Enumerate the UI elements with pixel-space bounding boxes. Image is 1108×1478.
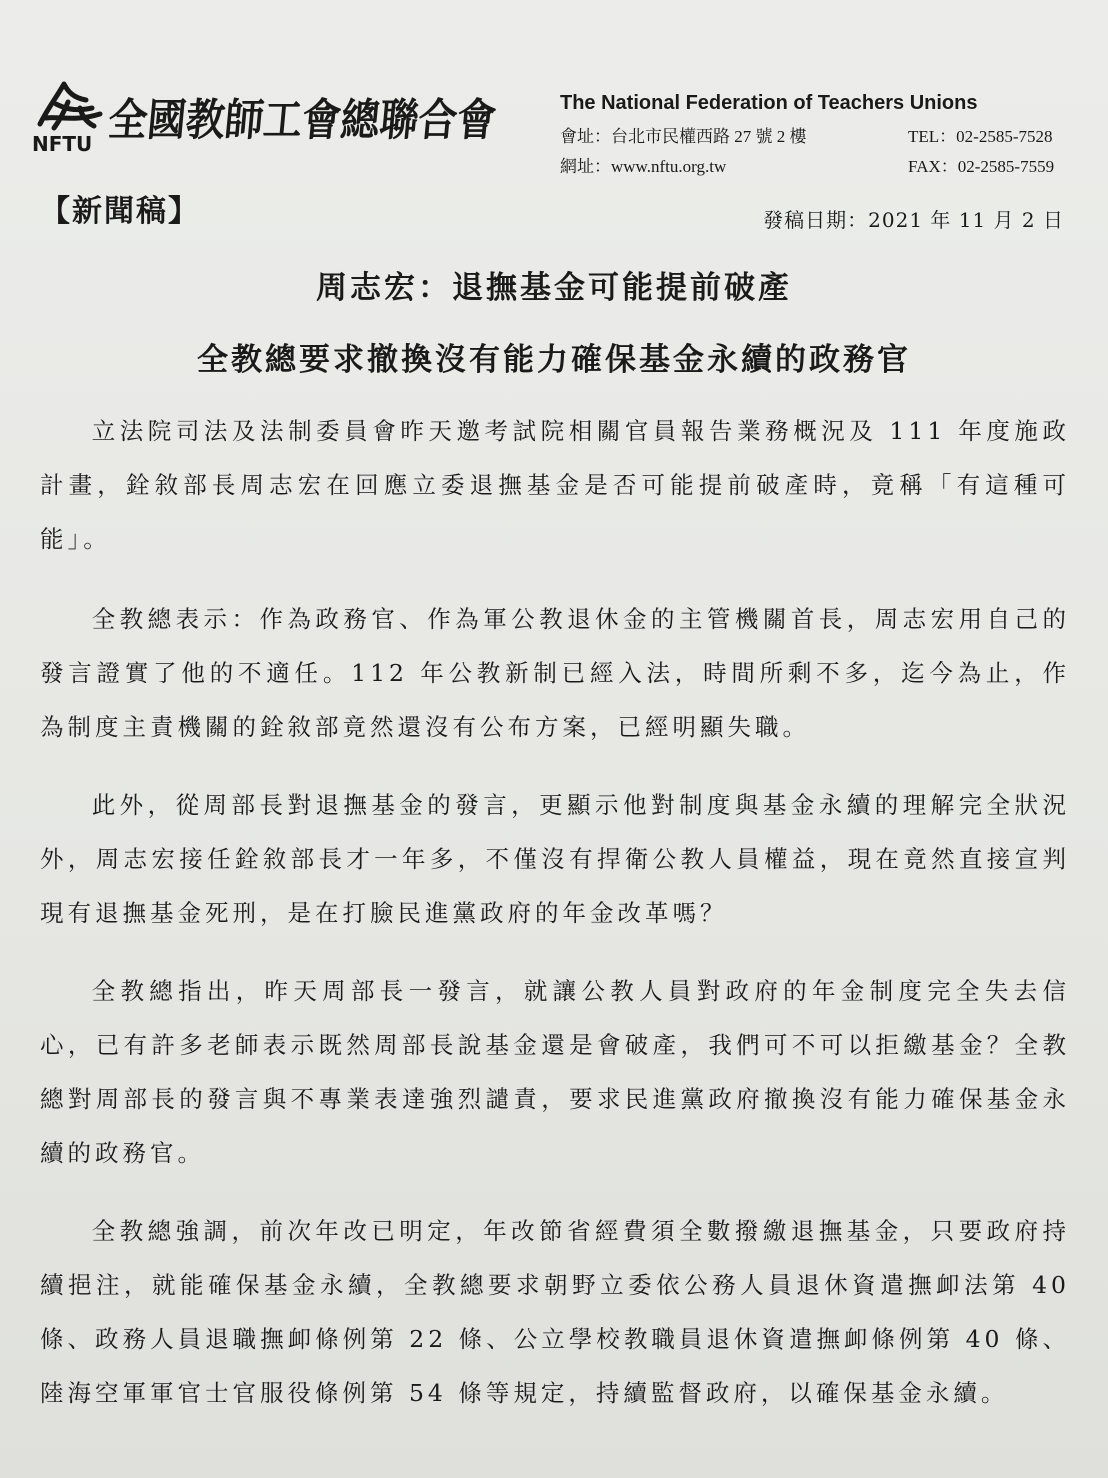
fax: FAX：02-2585-7559 <box>908 157 1055 176</box>
headline-subtitle: 全教總要求撤換沒有能力確保基金永續的政務官 <box>197 342 911 378</box>
telephone: TEL：02-2585-7528 <box>908 127 1053 146</box>
paragraph: 此外，從周部長對退撫基金的發言，更顯示他對制度與基金永續的理解完全狀況外，周志宏接任銓敘部長才一年多，不僅沒有捍衛公教人員權益，現在竟然直接宣判現有退撫基金死刑，是在打臉民進黨政府的年金改革嗎？ <box>40 791 1070 927</box>
release-date: 發稿日期：2021 年 11 月 2 日 <box>763 208 1064 232</box>
address: 會址：台北市民權西路 27 號 2 樓 <box>560 127 807 146</box>
paragraph: 立法院司法及法制委員會昨天邀考試院相關官員報告業務概況及 111 年度施政計畫，銓敘部長周志宏在回應立委退撫基金是否可能提前破產時，竟稱「有這種可能」。 <box>40 417 1070 553</box>
org-name-chinese: 全國教師工會總聯合會 <box>106 95 499 146</box>
nftu-logo-icon <box>34 78 106 134</box>
nftu-logo <box>30 78 110 158</box>
org-name-english: The National Federation of Teachers Unions <box>560 92 978 114</box>
paragraph: 全教總表示：作為政務官、作為軍公教退休金的主管機關首長，周志宏用自己的發言證實了他的不適任。112 年公教新制已經入法，時間所剩不多，迄今為止，作為制度主責機關的銓敘部竟然還沒有公布方案，已經明顯失職。 <box>40 605 1070 741</box>
paragraph: 全教總強調，前次年改已明定，年改節省經費須全數撥繳退撫基金，只要政府持續挹注，就能確保基金永續，全教總要求朝野立委依公務人員退休資遣撫卹法第 40 條、政務人員退職撫卹條例第 22 條、公立學校教職員退休資遣撫卹條例第 40 條、陸海空軍軍官士官服役條例第 54 條等規定，持續監督政府，以確保基金永續。 <box>40 1217 1070 1407</box>
logo-text: NFTU <box>32 132 93 156</box>
paragraph: 全教總指出，昨天周部長一發言，就讓公教人員對政府的年金制度完全失去信心，已有許多老師表示既然周部長說基金還是會破產，我們可不可以拒繳基金？全教總對周部長的發言與不專業表達強烈譴責，要求民進黨政府撤換沒有能力確保基金永續的政務官。 <box>40 977 1070 1167</box>
press-release-label: 【新聞稿】 <box>40 194 200 229</box>
website: 網址：www.nftu.org.tw <box>560 157 727 176</box>
headline-title: 周志宏：退撫基金可能提前破產 <box>316 270 792 306</box>
letterhead <box>30 78 1080 178</box>
